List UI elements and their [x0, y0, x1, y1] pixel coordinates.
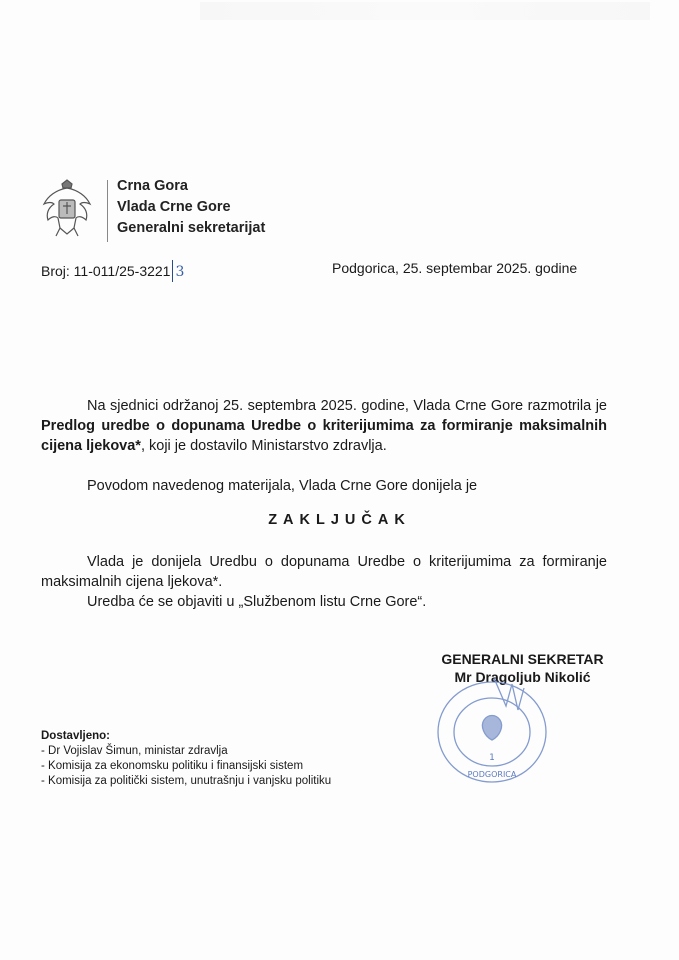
- signatory-title: GENERALNI SEKRETAR: [441, 651, 604, 667]
- distribution-list: [41, 729, 331, 789]
- proposal-title: Predlog uredbe o dopunama Uredbe o kriterijumima za formiranje maksimalnih cijena ljekova*: [41, 418, 607, 454]
- conclusion-heading: ZAKLJUČAK: [268, 512, 411, 528]
- distribution-item: - Komisija za politički sistem, unutrašnju i vanjsku politiku: [41, 775, 332, 787]
- distribution-item: - Dr Vojislav Šimun, ministar zdravlja: [41, 745, 228, 757]
- intro-end-text: , koji je dostavilo Ministarstvo zdravlja.: [140, 438, 387, 454]
- reference-number: [41, 260, 184, 282]
- bleed-through-text: [200, 2, 650, 20]
- signatory-name: Mr Dragoljub Nikolić: [454, 669, 591, 685]
- paragraph-intro: [41, 396, 607, 456]
- stamp-city: PODGORICA: [467, 770, 517, 779]
- country-name: Crna Gora: [117, 178, 188, 194]
- paragraph-conclusion: Vlada je donijela Uredbu o dopunama Uredbe o kriterijumima za formiranje maksimalnih cijena ljekova*.: [41, 554, 607, 590]
- handwritten-suffix: 3: [175, 264, 185, 280]
- place-and-date: Podgorica, 25. septembar 2025. godine: [332, 260, 578, 276]
- intro-text: Na sjednici održanoj 25. septembra 2025. godine, Vlada Crne Gore razmotrila je: [87, 398, 607, 414]
- handwritten-mark: [172, 260, 173, 282]
- government-name: Vlada Crne Gore: [117, 199, 231, 215]
- coat-of-arms-icon: [38, 178, 96, 240]
- reference-number-text: Broj: 11-011/25-3221: [41, 263, 171, 279]
- official-stamp-icon: [432, 676, 552, 786]
- distribution-item: - Komisija za ekonomsku politiku i finansijski sistem: [41, 760, 304, 772]
- paragraph-publication: Uredba će se objaviti u „Službenom listu Crne Gore“.: [87, 594, 427, 610]
- department-name: Generalni sekretarijat: [117, 220, 266, 236]
- header-divider: [107, 180, 108, 242]
- letterhead: [117, 176, 265, 239]
- stamp-number: 1: [489, 753, 495, 763]
- paragraph-decision-intro: Povodom navedenog materijala, Vlada Crne Gore donijela je: [87, 478, 478, 494]
- distribution-heading: Dostavljeno:: [41, 730, 111, 742]
